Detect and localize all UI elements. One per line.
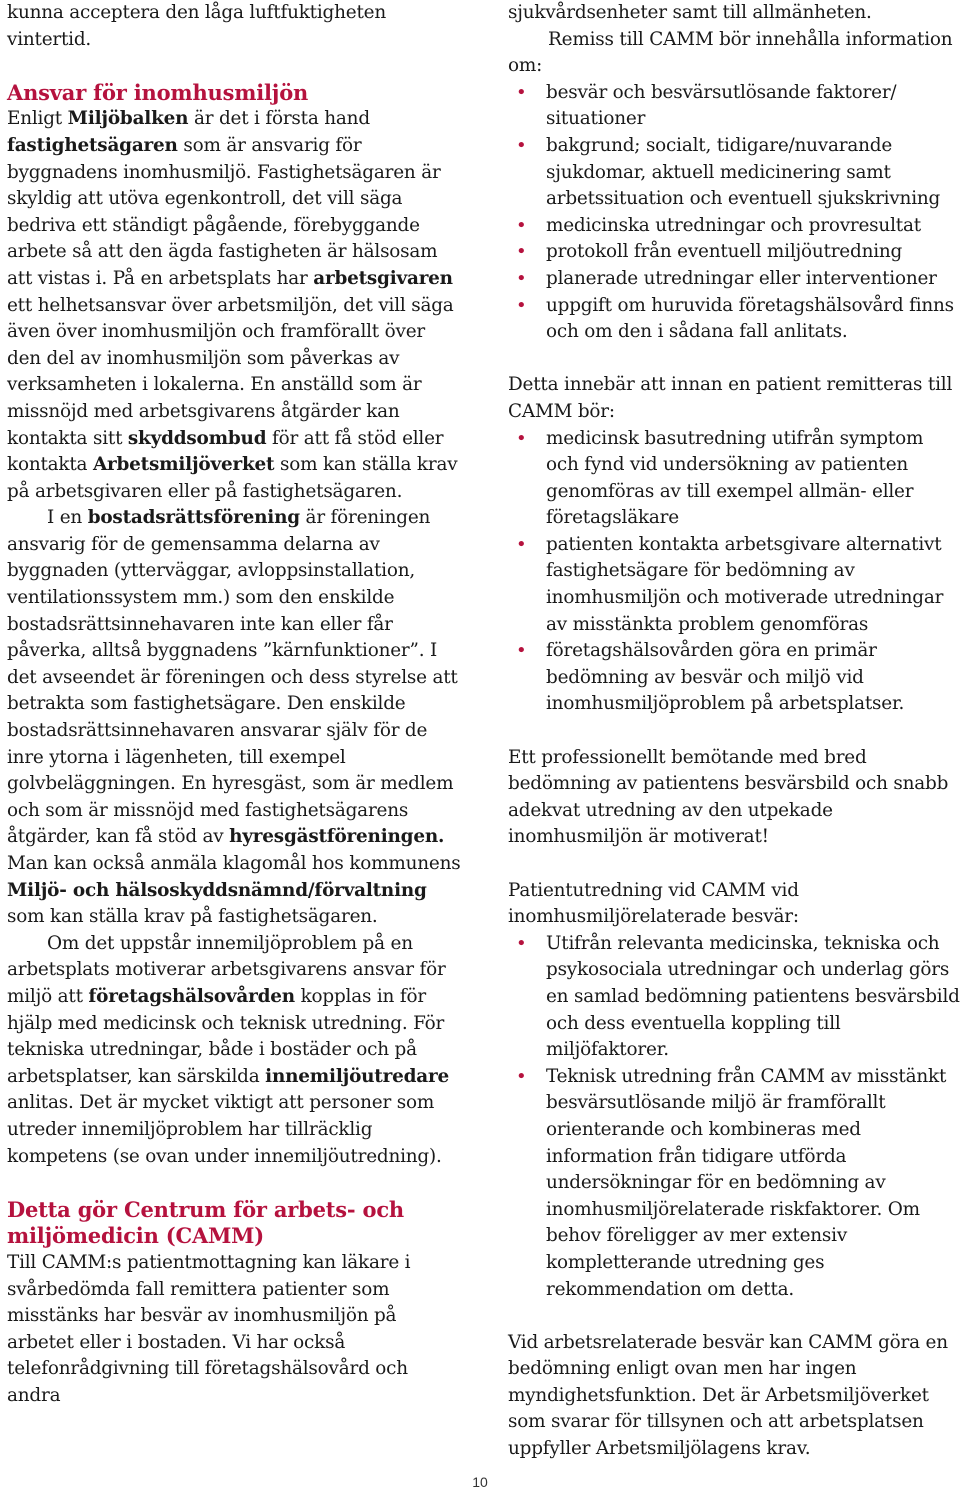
heading-ansvar: Ansvar för inomhusmiljön: [7, 79, 309, 105]
list-item: • besvär och besvärsutlösande faktorer/ situationer: [508, 80, 960, 133]
paragraph-arbetsplats: Om det uppstår innemiljöproblem på en arbetsplats motiverar arbetsgivarens ansvar för miljö att företagshälsovården kopplas in för hjälp med medicinsk och teknisk utredning. För tekniska utredningar, både i bostäder och på arbetsplatser, kan särskilda innemiljöutredare anlitas. Det är mycket viktigt att personer som utreder innemiljöproblem har tillräcklig kompetens (se ovan under innemiljöutredning).: [7, 932, 449, 1167]
paragraph-ansvar: Enligt Miljöbalken är det i första hand fastighetsägaren som är ansvarig för byggnadens inomhusmiljö. Fastighetsägaren är skyldig att utöva egenkontroll, det vill säga bedriva ett ständigt pågående, förebyggande arbete så att den ägda fastigheten är hälsosam att vistas i. På en arbetsplats har arbetsgivaren ett helhetsansvar över arbetsmiljön, det vill säga även över inomhusmiljön och framförallt över den del av inomhusmiljön som påverkas av verksamheten i lokalerna. En anställd som är missnöjd med arbetsgivarens åtgärder kan kontakta sitt skyddsombud för att få stöd eller kontakta Arbetsmiljöverket som kan ställa krav på arbetsgivaren eller på fastighetsägaren.: [7, 108, 458, 502]
paragraph-bostadsratt: I en bostadsrättsförening är föreningen ansvarig för de gemensamma delarna av byggnaden (ytterväggar, avloppsinstallation, ventilationssystem mm.) som den enskilde bostadsrättsinnehavaren inte kan eller får påverka, alltså byggnadens ”kärnfunktioner”. I det avseendet är föreningen och dess styrelse att betrakta som fastighetsägare. Den enskilde bostadsrättsinnehavaren ansvarar själv för de inre ytorna i lägenheten, till exempel golvbeläggningen. En hyresgäst, som är medlem och som är missnöjd med fastighetsägarens åtgärder, kan få stöd av hyresgästföreningen. Man kan också anmäla klagomål hos kommunens Miljö- och hälsoskyddsnämnd/förvaltning som kan ställa krav på fastighetsägaren.: [7, 507, 461, 928]
left-column: [7, 0, 462, 1409]
list-item: • företagshälsovården göra en primär bedömning av besvär och miljö vid inomhusmiljöproblem på arbetsplatser.: [508, 638, 960, 718]
right-continuation: sjukvårdsenheter samt till allmänheten.: [508, 2, 872, 23]
investigation-list: [508, 931, 960, 1303]
list-item: • uppgift om huruvida företagshälsovård finns och om den i sådana fall anlitats.: [508, 293, 960, 346]
remiss-intro: Remiss till CAMM bör innehålla information om:: [508, 28, 953, 77]
list-item: • bakgrund; socialt, tidigare/nuvarande sjukdomar, aktuell medicinering samt arbetssituation och eventuell sjukskrivning: [508, 133, 960, 213]
investigation-intro: Patientutredning vid CAMM vid inomhusmiljörelaterade besvär:: [508, 879, 799, 928]
list-item: • planerade utredningar eller interventioner: [508, 266, 960, 293]
list-item: • protokoll från eventuell miljöutredning: [508, 239, 960, 266]
heading-camm: Detta gör Centrum för arbets- och miljömedicin (CAMM): [7, 1196, 405, 1249]
right-column: [508, 0, 960, 1463]
before-list: [508, 426, 960, 719]
intro-continuation: kunna acceptera den låga luftfuktigheten vintertid.: [7, 2, 386, 50]
list-item: • medicinsk basutredning utifrån symptom och fynd vid undersökning av patienten genomföras av till exempel allmän- eller företagsläkare: [508, 426, 960, 532]
list-item: • Teknisk utredning från CAMM av misstänkt besvärsutlösande miljö är framförallt orienterande och kombineras med information från tidigare utförda undersökningar för en bedömning av inomhusmiljörelaterade riskfaktorer. Om behov föreligger av mer extensiv kompletterande utredning ges rekommendation om detta.: [508, 1064, 960, 1303]
list-item: • Utifrån relevanta medicinska, tekniska och psykosociala utredningar och underlag görs en samlad bedömning patientens besvärsbild och dess eventuella koppling till miljöfaktorer.: [508, 931, 960, 1064]
paragraph-camm: Till CAMM:s patientmottagning kan läkare i svårbedömda fall remittera patienter som misstänks har besvär av inomhusmiljön på arbetet eller i bostaden. Vi har också telefonrådgivning till företagshälsovård och andra: [7, 1251, 411, 1406]
list-item: • medicinska utredningar och provresultat: [508, 213, 960, 240]
before-intro: Detta innebär att innan en patient remitteras till CAMM bör:: [508, 374, 953, 422]
page-number: 10: [472, 1474, 488, 1490]
final-paragraph: Vid arbetsrelaterade besvär kan CAMM göra en bedömning enligt ovan men har ingen myndighetsfunktion. Det är Arbetsmiljöverket som svarar för tillsynen och att arbetsplatsen uppfyller Arbetsmiljölagens krav.: [508, 1331, 948, 1460]
professional-paragraph: Ett professionellt bemötande med bred bedömning av patientens besvärsbild och snabb adekvat utredning av den utpekade inomhusmiljön är motiverat!: [508, 746, 949, 848]
remiss-list: [508, 80, 960, 346]
list-item: • patienten kontakta arbetsgivare alternativt fastighetsägare för bedömning av inomhusmiljön och motiverade utredningar av misstänkta problem genomföras: [508, 532, 960, 638]
